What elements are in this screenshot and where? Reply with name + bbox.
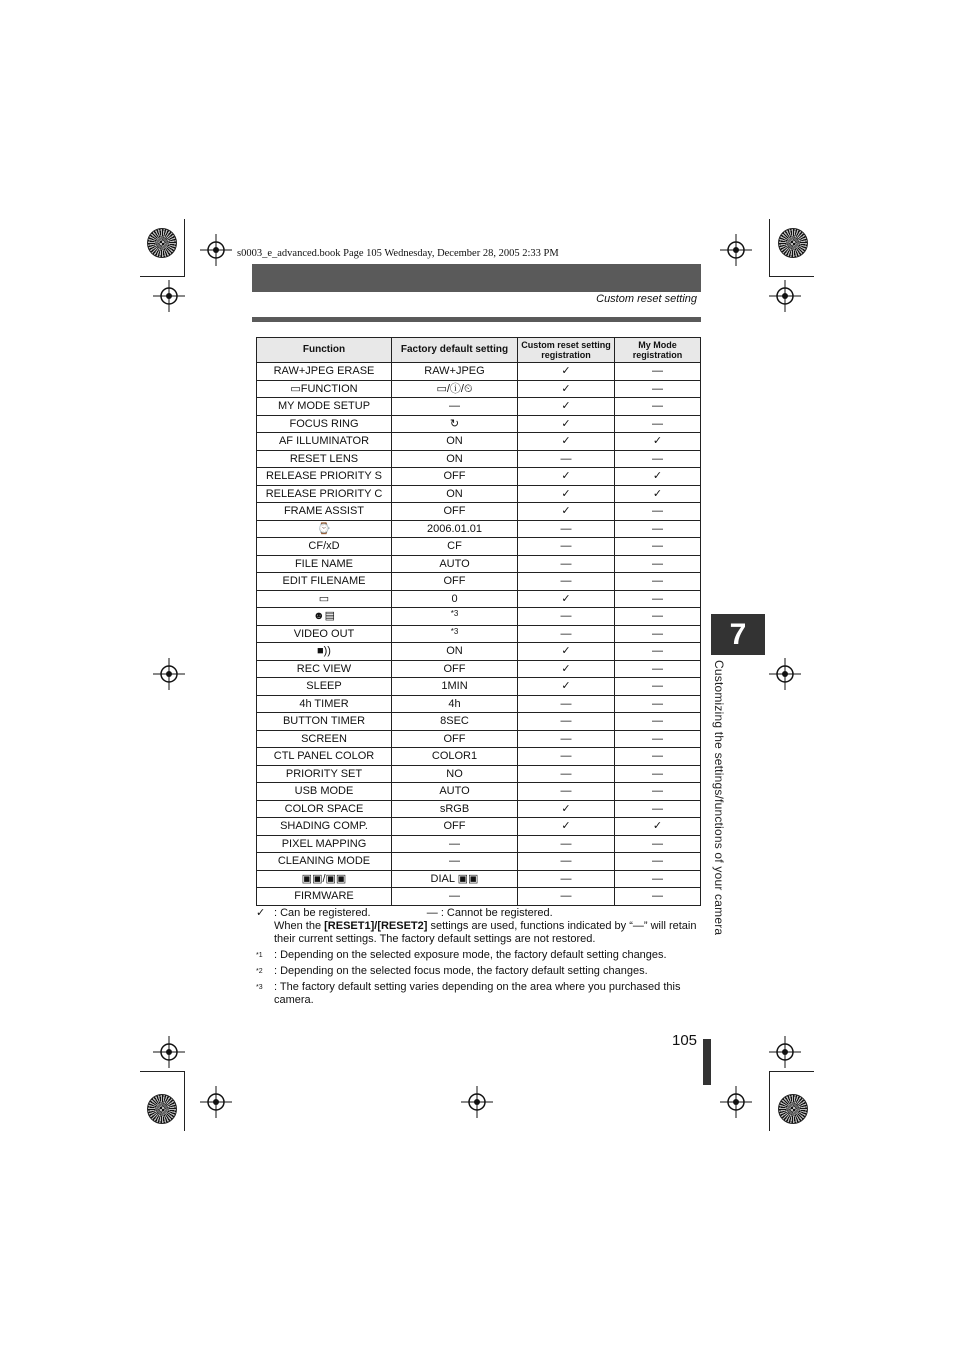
table-cell: OFF (392, 660, 518, 678)
table-row (257, 608, 701, 626)
table-cell: — (615, 678, 701, 696)
table-cell: *3 (392, 608, 518, 626)
footnote-mark: *2 (256, 968, 263, 975)
table-cell: — (615, 783, 701, 801)
table-cell: VIDEO OUT (257, 625, 392, 643)
table-cell: ON (392, 450, 518, 468)
table-cell: — (518, 783, 615, 801)
table-cell: ■)) (257, 643, 392, 661)
table-cell: — (518, 853, 615, 871)
table-cell: RAW+JPEG (392, 363, 518, 381)
table-cell: AF ILLUMINATOR (257, 433, 392, 451)
page-number-bar (703, 1039, 711, 1085)
custom-reset-table (256, 337, 701, 906)
table-cell: 4h (392, 695, 518, 713)
table-cell: — (615, 625, 701, 643)
registration-crosshair-mark (461, 1086, 493, 1118)
table-cell: — (615, 660, 701, 678)
table-cell: ✓ (518, 590, 615, 608)
table-row (257, 625, 701, 643)
table-cell: CLEANING MODE (257, 853, 392, 871)
note-text: : Depending on the selected focus mode, the factory default setting changes. (274, 965, 648, 977)
table-cell: BUTTON TIMER (257, 713, 392, 731)
table-cell: ON (392, 643, 518, 661)
table-row (257, 363, 701, 381)
table-cell: ON (392, 433, 518, 451)
table-cell: ✓ (518, 660, 615, 678)
table-row (257, 590, 701, 608)
registration-crosshair-mark (769, 1036, 801, 1068)
table-cell: ON (392, 485, 518, 503)
table-cell: ↻ (392, 415, 518, 433)
table-row (257, 783, 701, 801)
registration-sun-mark (147, 1094, 177, 1124)
table-row (257, 415, 701, 433)
column-header: My Mode registration (615, 338, 701, 363)
table-cell: — (518, 695, 615, 713)
table-row (257, 678, 701, 696)
table-cell: — (518, 835, 615, 853)
table-cell: — (615, 695, 701, 713)
table-cell: CTL PANEL COLOR (257, 748, 392, 766)
header-rule (252, 317, 701, 322)
table-row (257, 870, 701, 888)
table-cell: sRGB (392, 800, 518, 818)
table-cell: — (518, 870, 615, 888)
footnote-mark: *1 (256, 952, 263, 959)
table-cell: OFF (392, 468, 518, 486)
table-cell: PIXEL MAPPING (257, 835, 392, 853)
table-cell: OFF (392, 573, 518, 591)
table-row (257, 800, 701, 818)
registration-crosshair-mark (200, 234, 232, 266)
table-cell: 4h TIMER (257, 695, 392, 713)
table-cell: FRAME ASSIST (257, 503, 392, 521)
table-row (257, 818, 701, 836)
table-cell: — (615, 835, 701, 853)
registration-crosshair-mark (200, 1086, 232, 1118)
table-row (257, 538, 701, 556)
header-bar (252, 264, 701, 292)
table-row (257, 555, 701, 573)
table-cell: USB MODE (257, 783, 392, 801)
table-row (257, 380, 701, 398)
table-cell: ✓ (518, 678, 615, 696)
note-legend (256, 907, 706, 946)
table-cell: — (615, 415, 701, 433)
registration-crosshair-mark (153, 658, 185, 690)
table-cell: — (518, 555, 615, 573)
table-cell: — (392, 398, 518, 416)
note-text: When the [RESET1]/[RESET2] settings are used, functions indicated by “—” will retain their current settings. The factory default settings are not restored. (274, 920, 697, 945)
table-cell: ✓ (615, 433, 701, 451)
table-cell: — (392, 853, 518, 871)
table-row (257, 660, 701, 678)
note-text: : The factory default setting varies depending on the area where you purchased this camera. (274, 981, 681, 1006)
registration-crosshair-mark (769, 280, 801, 312)
table-cell: *3 (392, 625, 518, 643)
table-cell: OFF (392, 730, 518, 748)
table-cell: — (615, 503, 701, 521)
table-cell: ▭/ⓘ/⏲ (392, 380, 518, 398)
table-cell: 8SEC (392, 713, 518, 731)
table-cell: — (615, 853, 701, 871)
table-cell: ✓ (615, 818, 701, 836)
table-cell: ✓ (518, 433, 615, 451)
table-cell: RESET LENS (257, 450, 392, 468)
table-cell: SLEEP (257, 678, 392, 696)
table-cell: — (615, 363, 701, 381)
table-cell: — (518, 888, 615, 906)
table-row (257, 450, 701, 468)
table-cell: ✓ (518, 485, 615, 503)
registration-sun-mark (147, 228, 177, 258)
table-cell: ⌚ (257, 520, 392, 538)
table-cell: — (615, 520, 701, 538)
table-cell: CF/xD (257, 538, 392, 556)
table-cell: — (615, 870, 701, 888)
table-cell: ✓ (518, 643, 615, 661)
registration-crosshair-mark (153, 280, 185, 312)
table-row (257, 643, 701, 661)
table-cell: — (392, 888, 518, 906)
table-cell: — (615, 538, 701, 556)
column-header: Factory default setting (392, 338, 518, 363)
column-header: Custom reset setting registration (518, 338, 615, 363)
table-cell: ✓ (615, 468, 701, 486)
table-cell: — (615, 573, 701, 591)
table-row (257, 503, 701, 521)
table-cell: — (518, 748, 615, 766)
table-header-row (257, 338, 701, 363)
registration-crosshair-mark (153, 1036, 185, 1068)
table-cell: — (518, 573, 615, 591)
page-number: 105 (672, 1032, 698, 1049)
running-head: Custom reset setting (596, 293, 697, 305)
table-cell: — (615, 730, 701, 748)
table-cell: — (615, 643, 701, 661)
side-title: Customizing the settings/functions of your camera (712, 660, 726, 936)
table-row (257, 485, 701, 503)
table-row (257, 853, 701, 871)
table-cell: ✓ (518, 415, 615, 433)
check-mark-icon: ✓ (256, 907, 266, 919)
table-cell: ✓ (518, 800, 615, 818)
table-cell: ✓ (615, 485, 701, 503)
book-info-line: s0003_e_advanced.book Page 105 Wednesday, December 28, 2005 2:33 PM (237, 248, 559, 259)
table-row (257, 433, 701, 451)
table-cell: ✓ (518, 468, 615, 486)
table-cell: OFF (392, 818, 518, 836)
table-cell: 2006.01.01 (392, 520, 518, 538)
registration-crosshair-mark (720, 1086, 752, 1118)
note-text: : Cannot be registered. (440, 907, 553, 919)
chapter-number-tab: 7 (711, 614, 765, 655)
table-cell: AUTO (392, 555, 518, 573)
table-cell: ✓ (518, 380, 615, 398)
table-row (257, 713, 701, 731)
table-row (257, 765, 701, 783)
table-notes (256, 907, 706, 1010)
table-cell: 0 (392, 590, 518, 608)
column-header: Function (257, 338, 392, 363)
table-cell: FILE NAME (257, 555, 392, 573)
table-cell: ▭ (257, 590, 392, 608)
table-cell: — (615, 450, 701, 468)
footnote (256, 949, 706, 962)
table-cell: — (615, 590, 701, 608)
table-cell: — (615, 380, 701, 398)
table-cell: EDIT FILENAME (257, 573, 392, 591)
table-row (257, 695, 701, 713)
table-cell: — (518, 713, 615, 731)
table-cell: ▣▣/▣▣ (257, 870, 392, 888)
table-cell: — (518, 730, 615, 748)
note-text: : Depending on the selected exposure mode, the factory default setting changes. (274, 949, 667, 961)
table-cell: RAW+JPEG ERASE (257, 363, 392, 381)
table-cell: MY MODE SETUP (257, 398, 392, 416)
table-row (257, 573, 701, 591)
dash-mark-icon: — (426, 907, 438, 919)
table-cell: ✓ (518, 398, 615, 416)
table-cell: — (518, 450, 615, 468)
table-cell: DIAL ▣▣ (392, 870, 518, 888)
table-cell: COLOR1 (392, 748, 518, 766)
table-cell: — (615, 765, 701, 783)
table-cell: — (615, 800, 701, 818)
registration-sun-mark (778, 228, 808, 258)
table-row (257, 888, 701, 906)
table-cell: REC VIEW (257, 660, 392, 678)
table-cell: — (518, 520, 615, 538)
registration-crosshair-mark (769, 658, 801, 690)
footnote-mark: *3 (256, 984, 263, 991)
table-cell: — (615, 888, 701, 906)
table-row (257, 730, 701, 748)
footnote (256, 981, 706, 1007)
table-cell: SCREEN (257, 730, 392, 748)
table-cell: OFF (392, 503, 518, 521)
table-cell: SHADING COMP. (257, 818, 392, 836)
table-row (257, 520, 701, 538)
table-cell: RELEASE PRIORITY S (257, 468, 392, 486)
table-cell: COLOR SPACE (257, 800, 392, 818)
table-cell: CF (392, 538, 518, 556)
table-cell: AUTO (392, 783, 518, 801)
table-cell: 1MIN (392, 678, 518, 696)
table-row (257, 468, 701, 486)
table-cell: — (392, 835, 518, 853)
table-cell: — (615, 713, 701, 731)
table-cell: ✓ (518, 503, 615, 521)
table-cell: — (518, 608, 615, 626)
table-cell: ✓ (518, 818, 615, 836)
table-cell: PRIORITY SET (257, 765, 392, 783)
table-cell: — (615, 608, 701, 626)
table-cell: RELEASE PRIORITY C (257, 485, 392, 503)
table-cell: ✓ (518, 363, 615, 381)
registration-crosshair-mark (720, 234, 752, 266)
table-body (257, 363, 701, 906)
table-cell: — (518, 625, 615, 643)
table-row (257, 835, 701, 853)
table-cell: — (615, 748, 701, 766)
table-row (257, 398, 701, 416)
table-cell: — (518, 765, 615, 783)
table-cell: FOCUS RING (257, 415, 392, 433)
table-cell: ☻▤ (257, 608, 392, 626)
table-cell: — (615, 398, 701, 416)
footnote (256, 965, 706, 978)
table-cell: ▭FUNCTION (257, 380, 392, 398)
registration-sun-mark (778, 1094, 808, 1124)
table-cell: — (615, 555, 701, 573)
note-text: : Can be registered. (274, 907, 371, 919)
table-cell: NO (392, 765, 518, 783)
table-cell: — (518, 538, 615, 556)
table-cell: FIRMWARE (257, 888, 392, 906)
table-row (257, 748, 701, 766)
